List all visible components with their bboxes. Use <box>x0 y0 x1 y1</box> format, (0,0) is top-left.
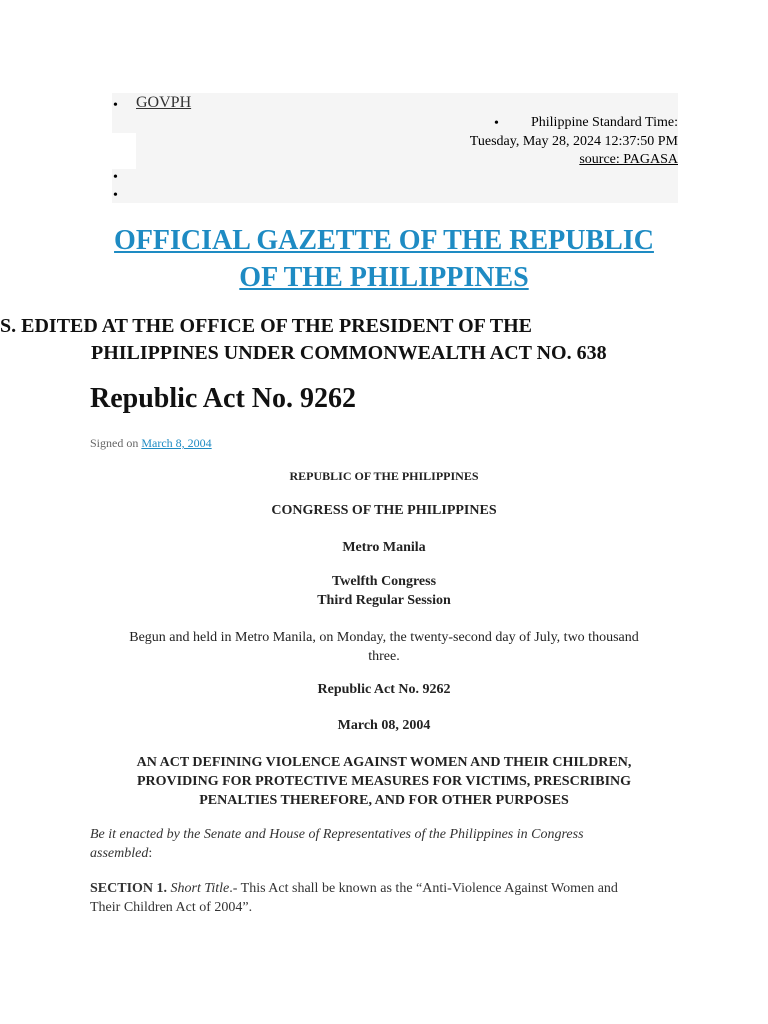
govph-link[interactable]: GOVPH <box>136 94 192 111</box>
congress-heading: CONGRESS OF THE PHILIPPINES <box>271 503 497 518</box>
gazette-title-line2: OF THE PHILIPPINES <box>239 262 529 293</box>
section1-line1: .- This Act shall be known as the “Anti-Violence Against Women and <box>229 881 618 896</box>
page-title: Republic Act No. 9262 <box>90 383 356 414</box>
bullet-icon: • <box>494 116 499 131</box>
pst-label: Philippine Standard Time: <box>530 115 678 130</box>
bullet-icon: • <box>113 170 118 185</box>
act-number: Republic Act No. 9262 <box>317 682 451 697</box>
place-heading: Metro Manila <box>342 540 426 555</box>
session-heading: Third Regular Session <box>317 593 451 608</box>
gazette-title-line1: OFFICIAL GAZETTE OF THE REPUBLIC <box>114 225 654 256</box>
republic-heading: REPUBLIC OF THE PHILIPPINES <box>289 469 479 483</box>
begun-line2: three. <box>368 649 400 664</box>
enacting-line1: Be it enacted by the Senate and House of Representatives of the Philippines in Congress <box>90 827 584 842</box>
bullet-icon: • <box>113 98 118 113</box>
act-title <box>90 753 678 810</box>
pst-datetime: Tuesday, May 28, 2024 12:37:50 PM <box>469 134 678 149</box>
enacting-clause <box>90 825 678 863</box>
begun-text <box>90 628 678 666</box>
gazette-subtitle <box>0 313 700 367</box>
act-date: March 08, 2004 <box>337 718 431 733</box>
section-1 <box>90 879 678 917</box>
gazette-subtitle-line2: PHILIPPINES UNDER COMMONWEALTH ACT NO. 638 <box>91 342 607 364</box>
gazette-subtitle-line1: S. EDITED AT THE OFFICE OF THE PRESIDENT OF THE <box>0 315 533 337</box>
bullet-icon: • <box>113 188 118 203</box>
signed-on <box>90 436 212 451</box>
pst-source-link[interactable]: source: PAGASA <box>579 152 678 167</box>
signed-prefix: Signed on <box>90 436 139 450</box>
section1-title: Short Title <box>170 881 230 896</box>
act-title-line2: PROVIDING FOR PROTECTIVE MEASURES FOR VICTIMS, PRESCRIBING <box>136 774 632 789</box>
top-bar-spacer <box>112 133 136 169</box>
section1-label: SECTION 1. <box>90 881 168 896</box>
enacting-line2: assembled <box>90 846 149 861</box>
section1-line2: Their Children Act of 2004”. <box>90 900 253 915</box>
congress-number: Twelfth Congress <box>331 574 437 589</box>
signed-date-link[interactable]: March 8, 2004 <box>141 436 212 450</box>
act-title-line1: AN ACT DEFINING VIOLENCE AGAINST WOMEN AND THEIR CHILDREN, <box>136 755 632 770</box>
act-title-line3: PENALTIES THEREFORE, AND FOR OTHER PURPOSES <box>199 793 569 808</box>
enacting-colon: : <box>148 846 153 861</box>
gazette-title-link[interactable] <box>90 222 678 296</box>
begun-line1: Begun and held in Metro Manila, on Monday, the twenty-second day of July, two thousand <box>129 630 639 645</box>
